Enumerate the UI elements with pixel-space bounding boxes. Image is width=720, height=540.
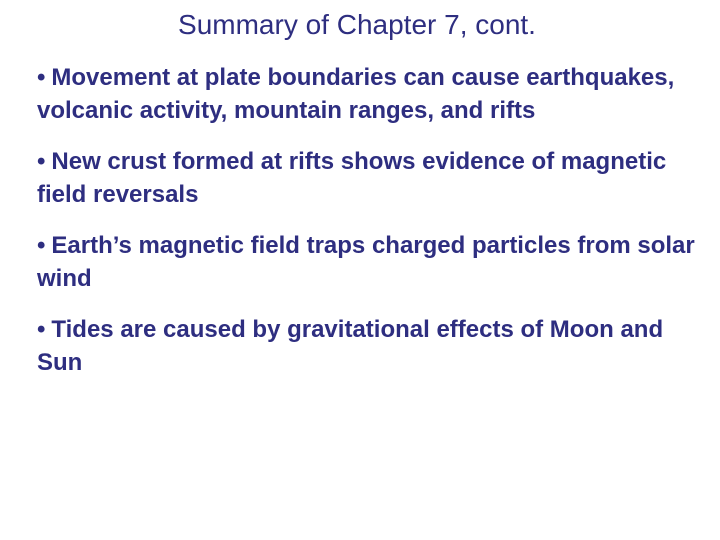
bullet-icon: •	[37, 232, 46, 259]
bullet-icon: •	[37, 148, 46, 175]
bullet-item	[37, 313, 707, 379]
bullet-item	[37, 61, 707, 127]
bullet-text: Earth’s magnetic field traps charged particles from solar wind	[37, 232, 695, 292]
bullet-icon: •	[37, 64, 46, 91]
bullet-text: Tides are caused by gravitational effects of Moon and Sun	[37, 316, 664, 376]
bullet-text: Movement at plate boundaries can cause earthquakes, volcanic activity, mountain ranges, and rifts	[37, 64, 675, 124]
slide-title: Summary of Chapter 7, cont.	[178, 9, 536, 40]
bullet-icon: •	[37, 316, 46, 343]
bullet-item	[37, 145, 707, 211]
bullet-text: New crust formed at rifts shows evidence of magnetic field reversals	[37, 148, 667, 208]
bullet-item	[37, 229, 707, 295]
bullet-list	[37, 61, 707, 397]
